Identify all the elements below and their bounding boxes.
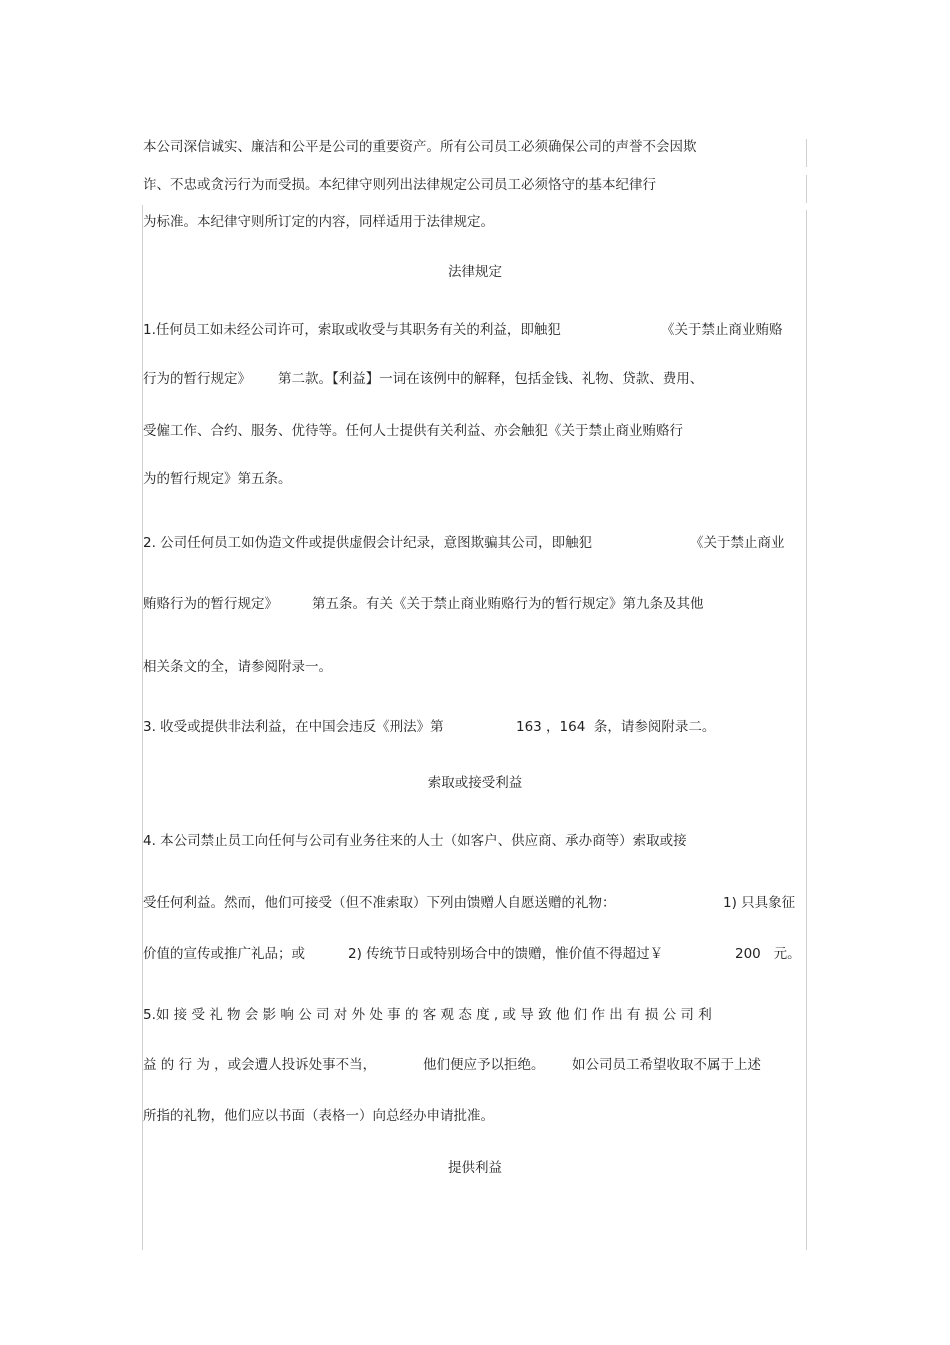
p3-line-1: 3. 收受或提供非法利益，在中国会违反《刑法》第 (143, 719, 444, 735)
p4-line-2: 受任何利益。然而，他们可接受（但不准索取）下列由馈赠人自愿送赠的礼物： (143, 895, 616, 911)
p5-line-2b: 他们便应予以拒绝。 (423, 1057, 545, 1073)
p2-line-1: 2. 公司任何员工如伪造文件或提供虚假会计纪录，意图欺骗其公司，即触犯 (143, 535, 593, 551)
p1-line-4: 为的暂行规定》第五条。 (143, 471, 292, 487)
p5-line-2: 益 的 行 为 ，或会遭人投诉处事不当， (143, 1057, 377, 1073)
p4-line-1: 4. 本公司禁止员工向任何与公司有业务往来的人士（如客户、供应商、承办商等）索取或接 (143, 833, 687, 849)
p5-line-1: 5.如 接 受 礼 物 会 影 响 公 司 对 外 处 事 的 客 观 态 度 , 或 导 致 他 们 作 出 有 损 公 司 利 (143, 1007, 712, 1023)
right-border-line-3 (806, 210, 807, 1250)
p3-line-1-nums: 163 ，164 条，请参阅附录二。 (516, 719, 716, 735)
right-border-line-1 (806, 139, 807, 167)
p2-line-2-ref: 贿赂行为的暂行规定》 (143, 596, 278, 612)
p4-line-3-amount: 200 元。 (735, 946, 801, 962)
p1-line-1-ref: 《关于禁止商业贿赂 (661, 322, 783, 338)
heading-law: 法律规定 (448, 264, 502, 280)
p5-line-3: 所指的礼物，他们应以书面（表格一）向总经办申请批准。 (143, 1108, 494, 1124)
p4-line-3: 价值的宣传或推广礼品；或 (143, 946, 305, 962)
p2-line-3: 相关条文的全，请参阅附录一。 (143, 659, 332, 675)
p4-line-3-item2: 2) 传统节日或特别场合中的馈赠，惟价值不得超过￥ (348, 946, 664, 962)
right-border-line-2 (806, 175, 807, 203)
p5-line-2c: 如公司员工希望收取不属于上述 (572, 1057, 761, 1073)
intro-line-2: 诈、不忠或贪污行为而受损。本纪律守则列出法律规定公司员工必须恪守的基本纪律行 (143, 177, 656, 193)
p2-line-2: 第五条。有关《关于禁止商业贿赂行为的暂行规定》第九条及其他 (312, 596, 704, 612)
heading-offer: 提供利益 (448, 1160, 502, 1176)
p1-line-2: 第二款。【利益】一词在该例中的解释，包括金钱、礼物、贷款、费用、 (278, 371, 704, 387)
heading-accept: 索取或接受利益 (427, 775, 523, 791)
p1-line-1: 1.任何员工如未经公司许可，索取或收受与其职务有关的利益，即触犯 (143, 322, 561, 338)
p2-line-1-ref: 《关于禁止商业 (690, 535, 785, 551)
intro-line-1: 本公司深信诚实、廉洁和公平是公司的重要资产。所有公司员工必须确保公司的声誉不会因欺 (143, 139, 697, 155)
p1-line-2-ref: 行为的暂行规定》 (143, 371, 251, 387)
intro-line-3: 为标准。本纪律守则所订定的内容，同样适用于法律规定。 (143, 214, 494, 230)
p4-line-2-item1: 1) 只具象征 (723, 895, 796, 911)
p1-line-3: 受僱工作、合约、服务、优待等。任何人士提供有关利益、亦会触犯《关于禁止商业贿赂行 (143, 423, 683, 439)
